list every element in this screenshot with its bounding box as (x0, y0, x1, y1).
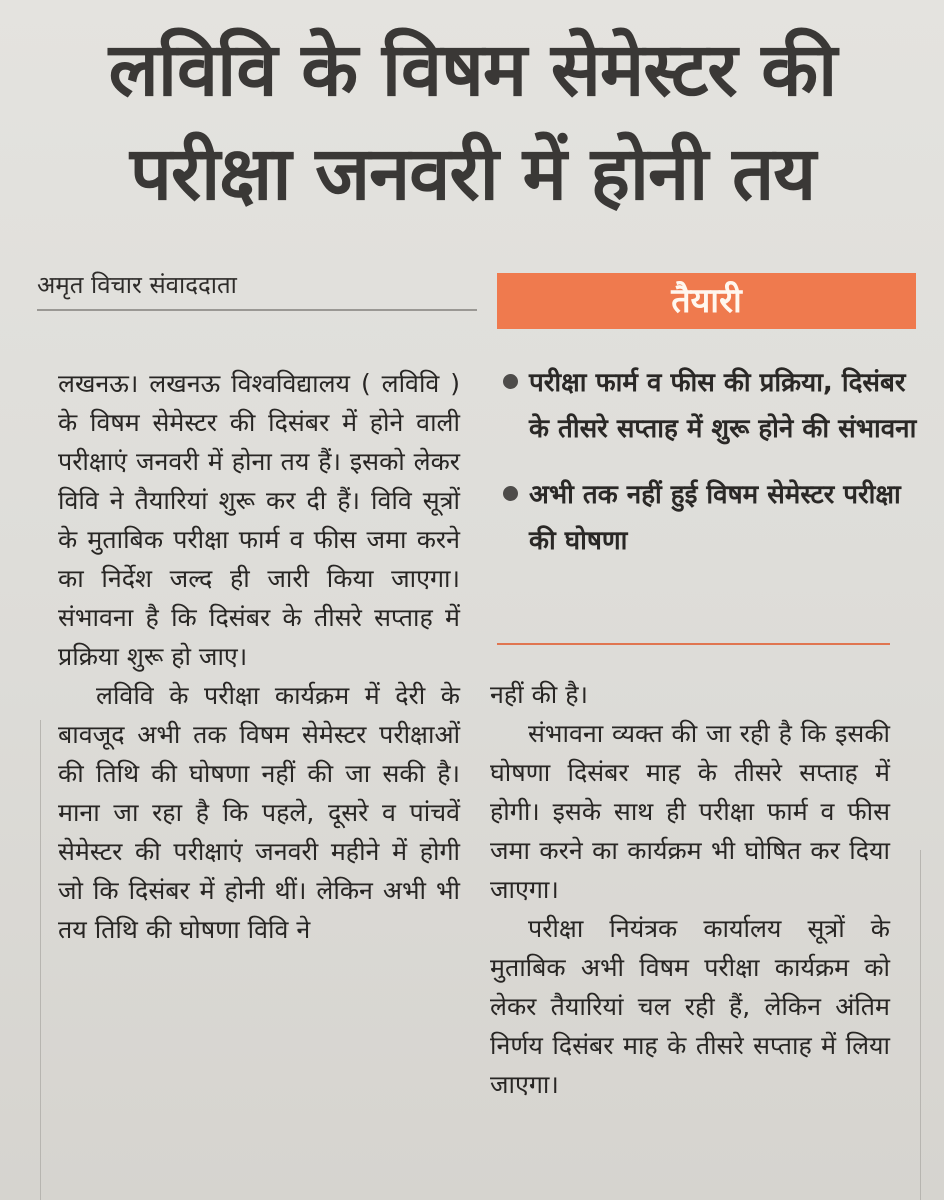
article-paragraph: लविवि के परीक्षा कार्यक्रम में देरी के बावजूद अभी तक विषम सेमेस्टर परीक्षाओं की तिथि की घोषणा नहीं की जा सकी है। माना जा रहा है कि पहले, दूसरे व पांचवें सेमेस्टर की परीक्षाएं जनवरी महीने में होगी जो कि दिसंबर में होनी थीं। लेकिन अभी भी तय तिथि की घोषणा विवि ने (58, 681, 460, 944)
sidebar-item-text: अभी तक नहीं हुई विषम सेमेस्टर परीक्षा की घोषणा (529, 480, 901, 556)
article-column-right (490, 675, 890, 1104)
article-paragraph: नहीं की है। (490, 680, 588, 709)
byline: अमृत विचार संवाददाता (37, 265, 477, 311)
sidebar-list (497, 360, 917, 584)
article-column-left (58, 364, 460, 949)
article-paragraph: परीक्षा नियंत्रक कार्यालय सूत्रों के मुताबिक अभी विषम परीक्षा कार्यक्रम को लेकर तैयारियां चल रही हैं, लेकिन अंतिम निर्णय दिसंबर माह के तीसरे सप्ताह में लिया जाएगा। (490, 914, 890, 1099)
sidebar-divider (497, 643, 890, 645)
adjacent-column-edge-right (920, 850, 944, 1200)
adjacent-column-edge-left (0, 720, 41, 1200)
bullet-icon (503, 486, 518, 501)
article-paragraph: संभावना व्यक्त की जा रही है कि इसकी घोषणा दिसंबर माह के तीसरे सप्ताह में होगी। इसके साथ ही परीक्षा फार्म व फीस जमा करने का कार्यक्रम भी घोषित कर दिया जाएगा। (490, 719, 890, 904)
sidebar-item-text: परीक्षा फार्म व फीस की प्रक्रिया, दिसंबर के तीसरे सप्ताह में शुरू होने की संभावना (529, 368, 917, 444)
sidebar-title: तैयारी (497, 273, 916, 329)
bullet-icon (503, 374, 518, 389)
headline: लविवि के विषम सेमेस्टर की परीक्षा जनवरी में होनी तय (108, 27, 837, 217)
sidebar-item (497, 472, 917, 564)
sidebar-item (497, 360, 917, 452)
article-paragraph: लखनऊ। लखनऊ विश्वविद्यालय ( लविवि ) के विषम सेमेस्टर की दिसंबर में होने वाली परीक्षाएं जनवरी में होना तय हैं। इसको लेकर विवि ने तैयारियां शुरू कर दी हैं। विवि सूत्रों के मुताबिक परीक्षा फार्म व फीस जमा करने का निर्देश जल्द ही जारी किया जाएगा। संभावना है कि दिसंबर के तीसरे सप्ताह में प्रक्रिया शुरू हो जाए। (58, 369, 460, 671)
